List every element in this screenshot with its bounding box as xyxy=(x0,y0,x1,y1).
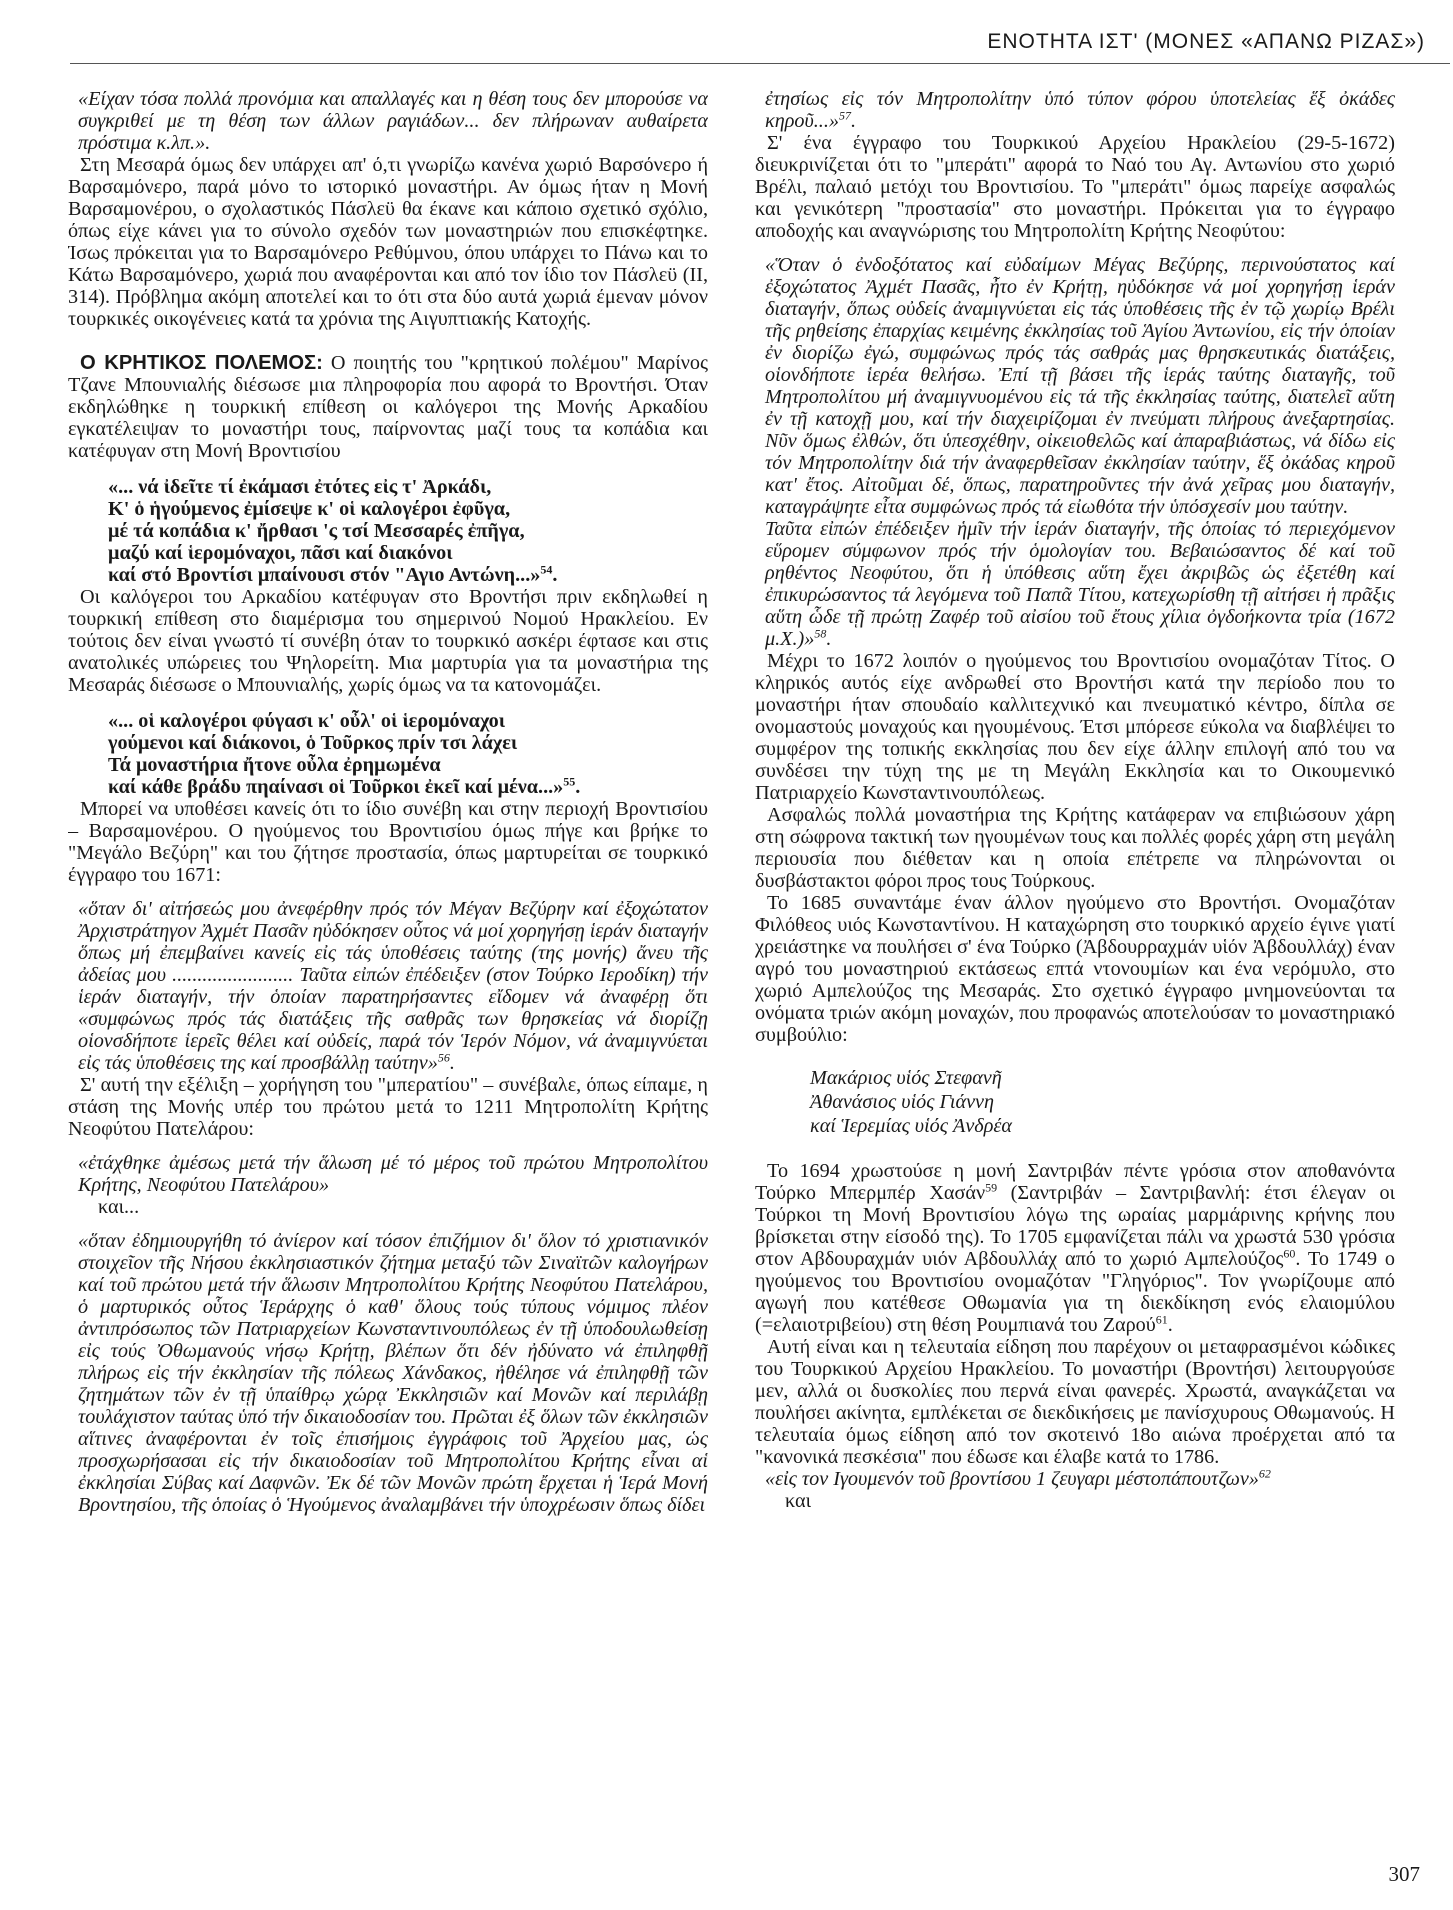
header-rule xyxy=(70,63,1450,64)
footnote-ref: 56 xyxy=(437,1050,450,1065)
paragraph-last-news: Αυτή είναι και η τελευταία είδηση που παρέχουν οι μεταφρασμένοι κώδικες του Τουρκικού Αρχείου Ηρακλείου. Το μοναστήρι (Βροντήσι) λειτουργούσε μεν, αλλά οι δυσκολίες που περνά είναι φανερές. Χρωστά, αναγκάζεται να πουλήσει ακίνητα, εμπλέκεται σε διεκδικήσεις με πανίσχυρους Οθωμανούς. Η τελευταία όμως είδηση από τον σκοτεινό 18ο αιώνα προέρχεται από τα "κανονικά πεσκέσια" που έδωσε και έλαβε κατά το 1786. xyxy=(755,1336,1395,1468)
verse-line: «... νά ἰδεῖτε τί ἐκάμασι ἐτότες εἰς τ' Ἀρκάδι, xyxy=(108,476,492,498)
verse-quote-1 xyxy=(108,476,708,586)
verse-line: γούμενοι καί διάκονοι, ὁ Τοῦρκος πρίν τσι λάχει xyxy=(108,732,518,754)
paragraph-turkish-archive: Σ' ένα έγγραφο του Τουρκικού Αρχείου Ηρακλείου (29-5-1672) διευκρινίζεται ότι το "μπεράτι" αφορά το Ναό του Αγ. Αντωνίου στο χωριό Βρέλι, παλαιό μετόχι του Βροντισίου. Το "μπεράτι" όμως παρείχε ασφαλώς και γενικότερη "προστασία" στο μοναστήρι. Πρόκειται για το έγγραφο αποδοχής και αναγνώρισης του Μητροπολίτη Κρήτης Νεοφύτου: xyxy=(755,132,1395,242)
verse-line-text: καί κάθε βράδυ πηαίνασι οἱ Τοῦρκοι ἐκεῖ καί μένα...» xyxy=(108,776,564,798)
quote-sinaites: «ὅταν ἐδημιουργήθη τό ἀνίερον καί τόσον ἐπιζήμιον δι' ὅλον τό χριστιανικόν στοιχεῖον τῆς Νήσου ἐκκλησιαστικόν ζήτημα μεταξύ τῶν Σιναϊτῶν καλογήρων καί τοῦ πρώτου μετά τήν ἅλωσιν Μητροπολίτου Κρήτης Νεοφύτου Πατελάρου, ὁ μαρτυρικός οὗτος Ἱεράρχης ὁ καθ' ὅλους τούς τύπους νόμιμος πλέον ἀντιπρόσωπος τῶν Πατριαρχείων Κωνσταντινουπόλεως ἐν τῇ ὑποδουλωθείσῃ εἰς τούς Ὀθωμανούς νήσῳ Κρήτῃ, βλέπων ὅτι δέν ἠδύνατο νά ἐπιληφθῇ πλήρως εἰς τήν ἐκκλησίαν τῆς πόλεως Χάνδακος, ἠθέλησε νά ἐπιληφθῇ τῶν ζητημάτων τῶν ἐν τῇ ὑπαίθρῳ χώρᾳ Ἐκκλησιῶν καί Μονῶν καί περιλάβῃ τουλάχιστον ταύτας ὑπό τήν δικαιοδοσίαν του. Πρῶται ἐξ ὅλων τῶν ἐκκλησιῶν αἵτινες ἀναφέρονται ἐν τοῖς ἐπισήμοις ἐγγράφοις τοῦ Ἀρχείου μας, ὡς προσχωρήσασαι εἰς τήν δικαιοδοσίαν τοῦ Μητροπολίτου Κρήτης εἶναι αἱ ἐκκλησίαι Σύβας καί Δαφνῶν. Ἐκ δέ τῶν Μονῶν πρώτη ἔρχεται ἡ Ἱερά Μονή Βροντησίου, τῆς ὁποίας ὁ Ἡγούμενος ἀναλαμβάνει τήν ὑποχρέωσιν ὅπως δίδει xyxy=(78,1230,708,1516)
continuation-kai: και... xyxy=(98,1196,140,1218)
footnote-ref: 55 xyxy=(563,774,576,789)
monks-list xyxy=(755,1066,1395,1138)
verse-line: μέ τά κοπάδια κ' ἤρθασι 'ς τσί Μεσσαρές ἐπῆγα, xyxy=(108,520,525,542)
paragraph-survival: Ασφαλώς πολλά μοναστήρια της Κρήτης κατάφεραν να επιβιώσουν χάρη στη σώφρονα τακτική των ηγουμένων τους και πολλές φορές χάρη στη μεγάλη περιουσία που διέθεταν και η οποία επέτρεπε να πληρώνονται οι δυσβάστακτοι φόροι προς τους Τούρκους. xyxy=(755,804,1395,892)
section-heading: Ο ΚΡΗΤΙΚΟΣ ΠΟΛΕΜΟΣ: xyxy=(80,352,323,374)
paragraph-santrivan xyxy=(755,1160,1395,1336)
footnote-ref: 54 xyxy=(540,562,553,577)
monk-name: Ἀθανάσιος υἱός Γιάννη xyxy=(810,1091,995,1113)
quote-ahmet-pasha: «Ὅταν ὁ ἐνδοξότατος καί εὐδαίμων Μέγας Βεζύρης, περινούστατος καί ἐξοχώτατος Ἀχμέτ Πασᾶς, ἦτο ἐν Κρήτῃ, ηὐδόκησε νά μοί χορηγήσῃ ἱεράν διαταγήν, ὅπως οὐδείς ἀναμιγνύεται εἰς τάς ὑποθέσεις τῆς ἐν τῷ χωρίῳ Βρέλι τῆς ρηθείσης ἐπαρχίας κειμένης ἐκκλησίας τοῦ Ἁγίου Ἀντωνίου, εἰς τήν ὁποίαν ἐν διορίζω ἐγώ, συμφώνως πρός τάς σαθράς μας θρησκευτικάς διατάξεις, οἱονδήποτε ἱερέα θελήσω. Ἐπί τῇ βάσει τῆς ἱεράς ταύτης διαταγῆς, τοῦ Μητροπολίτου μή ἀναμιγνυομένου εἰς τά τῆς ἐκκλησίας ταύτης, διατελεῖ αὕτη ἐν τῇ κατοχῇ μου, καί τήν διαχειρίζομαι ἐν πνεύματι πλήρους ἀνεξαρτησίας. Νῦν ὅμως ἐλθών, ὅτι ὑπεσχέθην, οἰκειοθελῶς καί ἀπαραβιάστως, νά δίδω εἰς τόν Μητροπολίτην διά τήν ἀναφερθεῖσαν ἐκκλησίαν ταύτην, ἕξ ὀκάδας κηροῦ κατ' ἔτος. Αἰτοῦμαι δέ, ὅπως, παρατηροῦντες τήν ἀνά χεῖρας μου διαταγήν, καταγράψητε εἶτα συμφώνως πρός τά εἰωθότα τήν ὑπόσχεσίν μου ταύτην. xyxy=(765,254,1395,518)
quote-sacred-order: «ὅταν δι' αἰτήσεώς μου ἀνεφέρθην πρός τόν Μέγαν Βεζύρην καί ἐξοχώτατον Ἀρχιστράτηγον Ἀχμέτ Πασᾶν ηὐδόκησεν οὗτος νά μοί χορηγήσῃ ἱεράν διαταγήν ὅπως μή ἐπεμβαίνει κανείς εἰς τάς ὑποθέσεις ταύτης (της μονής) ἄνευ τῆς ἀδείας μου ........................ Ταῦτα εἰπών ἐπέδειξεν (στον Τούρκο Ιεροδίκη) τήν ἱεράν διαταγήν, τήν ὁποίαν παρατηρήσαντες εἴδομεν νά ἀναφέρῃ ὅτι «συμφώνως πρός τάς διατάξεις τῆς σαθρᾶς των θρησκείας νά διορίζῃ οἱονσδήποτε ἱερεῖς θέλει καί οὐδείς, παρά τόν Ἱερόν Νόμον, νά ἀναμιγνύεται εἰς τάς ὑποθέσεις της καί προσβάλλῃ ταύτην»$^{56}$. xyxy=(78,898,708,1074)
paragraph-cretan-war xyxy=(68,352,708,462)
quote-privileges: «Είχαν τόσα πολλά προνόμια και απαλλαγές και η θέση τους δεν μπορούσε να συγκριθεί με τη θέση των άλλων ραγιάδων... δεν πλήρωναν αυθαίρετα πρόστιμα κ.λπ.». xyxy=(78,88,708,154)
footnote-ref: 60 xyxy=(1283,1246,1296,1261)
right-column xyxy=(755,88,1395,1858)
monk-name: Μακάριος υἱός Στεφανῆ xyxy=(810,1067,1002,1089)
verse-line: «... οἱ καλογέροι φύγασι κ' οὖλ' οἱ ἱερομόναχοι xyxy=(108,710,506,732)
text-run: (Σαντριβάν – Σαντριβανλή: έτσι έλεγαν οι Τούρκοι τη Μονή Βροντισίου λόγω της ωραίας μαρμάρινης κρήνης που βρίσκεται στην είσοδό της). Το 1705 εμφανίζεται πάλι να χρωστά 530 γρόσια στον Αβδουραχμάν υιόν Αβδουλλάχ από το χωριό Αμπελούζος xyxy=(755,1182,1395,1270)
footnote-ref: 59 xyxy=(985,1180,998,1195)
paragraph-arkadi-monks: Οι καλόγεροι του Αρκαδίου κατέφυγαν στο Βροντήσι πριν εκδηλωθεί η τουρκική επίθεση στο διαμέρισμα του σημερινού Νομού Ηρακλείου. Εν τούτοις δεν είναι γνωστό τί συνέβη όταν το τουρκικό ασκέρι έφτασε και στις ανατολικές υπώρειες του Ψηλορείτη. Μια μαρτυρία για τα μοναστήρια της Μεσαράς διέσωσε ο Μπουνιαλής, χωρίς όμως να τα κατονομάζει. xyxy=(68,586,708,696)
paragraph-titos: Μέχρι το 1672 λοιπόν ο ηγούμενος του Βροντισίου ονομαζόταν Τίτος. Ο κληρικός αυτός είχε ανδρωθεί στο Βροντήσι κατά την περίοδο που το μοναστήρι ήταν σπουδαίο καλλιτεχνικό και πνευματικό κέντρο, δίπλα σε ονομαστούς μοναχούς και ηγουμένους. Έτσι μπόρεσε εύκολα να διαβλέψει το συμφέρον της τοπικής εκκλησίας που δεν είχε άλλην επιλογή από του να συνδέσει την τύχη της με τη Μεγάλη Εκκλησία και το Οικουμενικό Πατριαρχείο Κωνσταντινουπόλεως. xyxy=(755,650,1395,804)
quote-patelaros: «ἐτάχθηκε ἀμέσως μετά τήν ἅλωση μέ τό μέρος τοῦ πρώτου Μητροπολίτου Κρήτης, Νεοφύτου Πατελάρου» xyxy=(78,1152,708,1196)
page-number: 307 xyxy=(1388,1862,1420,1886)
footnote-ref: 62 xyxy=(1258,1466,1271,1481)
paragraph-berat: Σ' αυτή την εξέλιξη – χορήγηση του "μπερατίου" – συνέβαλε, όπως είπαμε, η στάση της Μονής υπέρ του πρώτου μετά το 1211 Μητροπολίτη Κρήτης Νεοφύτου Πατελάρου: xyxy=(68,1074,708,1140)
text-run: . Το 1749 ο ηγούμενος του Βροντισίου ονομαζόταν "Γληγόριος". Τον γνωρίζουμε από αγωγή που κατέθεσε Οθωμανία για τη διεκδίκηση ενός ελαιομύλου (=ελαιοτριβείου) στη θέση Ρουμπιανά του Ζαρού xyxy=(755,1248,1395,1336)
cretan-war-text: Ο ποιητής του "κρητικού πολέμου" Μαρίνος Τζανε Μπουνιαλής διέσωσε μια πληροφορία που αφορά το Βροντήσι. Όταν εκδηλώθηκε η τουρκική επίθεση οι καλόγεροι της Μονής Αρκαδίου εγκατέλειψαν το μοναστήρι τους, παίρνοντας μαζί τους τα κοπάδια και κατέφυγαν στη Μονή Βροντισίου xyxy=(68,352,708,462)
verse-line: καί κάθε βράδυ πηαίνασι οἱ Τοῦρκοι ἐκεῖ καί μένα...»$^{55}$. xyxy=(108,774,581,798)
monk-name: καί Ἱερεμίας υἱός Ἀνδρέα xyxy=(810,1115,1012,1137)
quote-wax: ἐτησίως εἰς τόν Μητροπολίτην ὑπό τύπον φόρου ὑποτελείας ἕξ ὀκάδες κηροῦ...»$^{57}$. xyxy=(765,88,1395,132)
quote-registration: Ταῦτα εἰπών ἐπέδειξεν ἡμῖν τήν ἱεράν διαταγήν, τῆς ὁποίας τό περιεχόμενον εὕρομεν σύμφωνον πρός τήν ὁμολογίαν του. Βεβαιώσαντος δέ καί τοῦ ρηθέντος Νεοφύτου, ὅτι ἡ ὑπόθεσις αὕτη ἔχει ἀκριβῶς ὡς ἐξετέθη καί ἐπικυρώσαντος τά λεγόμενα τοῦ Παπᾶ Τίτου, κατεχωρίσθη τῇ αἰτήσει ἡ πρᾶξις αὕτη ὧδε τῇ πρώτῃ Ζαφέρ τοῦ αἰσίου τοῦ ἔτους χίλια ὀγδοήκοντα τρία (1672 μ.Χ.)»$^{58}$. xyxy=(765,518,1395,650)
footnote-ref: 57 xyxy=(839,108,851,123)
footnote-ref: 58 xyxy=(814,626,827,641)
paragraph-vizier: Μπορεί να υποθέσει κανείς ότι το ίδιο συνέβη και στην περιοχή Βροντισίου – Βαρσαμονέρου. Ο ηγούμενος του Βροντισίου όμως πήγε και βρήκε το "Μεγάλο Βεζύρη" και του ζήτησε προστασία, όπως μαρτυρείται σε τουρκικό έγγραφο του 1671: xyxy=(68,798,708,886)
verse-line: καί στό Βροντίσι μπαίνουσι στόν "Αγιο Αντώνη...»$^{54}$. xyxy=(108,562,558,586)
quote-peskesia xyxy=(755,1468,1395,1490)
verse-quote-2 xyxy=(108,710,708,798)
quote-text: ἐτησίως εἰς τόν Μητροπολίτην ὑπό τύπον φόρου ὑποτελείας ἕξ ὀκάδες κηροῦ...» xyxy=(765,88,1395,132)
left-column xyxy=(68,88,708,1858)
running-header: ΕΝΟΤΗΤΑ ΙΣΤ' (ΜΟΝΕΣ «ΑΠΑΝΩ ΡΙΖΑΣ») xyxy=(987,30,1425,53)
footnote-ref: 61 xyxy=(1155,1312,1168,1327)
quote-text: Ταῦτα εἰπών ἐπέδειξεν ἡμῖν τήν ἱεράν διαταγήν, τῆς ὁποίας τό περιεχόμενον εὕρομεν σύμφωνον πρός τήν ὁμολογίαν του. Βεβαιώσαντος δέ καί τοῦ ρηθέντος Νεοφύτου, ὅτι ἡ ὑπόθεσις αὕτη ἔχει ἀκριβῶς ὡς ἐξετέθη καί ἐπικυρώσαντος τά λεγόμενα τοῦ Παπᾶ Τίτου, κατεχωρίσθη τῇ αἰτήσει ἡ πρᾶξις αὕτη ὧδε τῇ πρώτῃ Ζαφέρ τοῦ αἰσίου τοῦ ἔτους χίλια ὀγδοήκοντα τρία (1672 μ.Χ.)» xyxy=(765,518,1395,650)
quote-text: «ὅταν δι' αἰτήσεώς μου ἀνεφέρθην πρός τόν Μέγαν Βεζύρην καί ἐξοχώτατον Ἀρχιστράτηγον Ἀχμέτ Πασᾶν ηὐδόκησεν οὗτος νά μοί χορηγήσῃ ἱεράν διαταγήν ὅπως μή ἐπεμβαίνει κανείς εἰς τάς ὑποθέσεις ταύτης (της μονής) ἄνευ τῆς ἀδείας μου ........................ Ταῦτα εἰπών ἐπέδειξεν (στον Τούρκο Ιεροδίκη) τήν ἱεράν διαταγήν, τήν ὁποίαν παρατηρήσαντες εἴδομεν νά ἀναφέρῃ ὅτι «συμφώνως πρός τάς διατάξεις τῆς σαθρᾶς των θρησκείας νά διορίζῃ οἱονσδήποτε ἱερεῖς θέλει καί οὐδείς, παρά τόν Ἱερόν Νόμον, νά ἀναμιγνύεται εἰς τάς ὑποθέσεις της καί προσβάλλῃ ταύτην» xyxy=(78,898,708,1074)
verse-line: Τά μοναστήρια ἤτονε οὖλα ἐρημωμένα xyxy=(108,754,441,776)
quote-text: «εἰς τον Ιγουμενόν τοῦ βροντίσου 1 ζευγαρι μέστοπάπουτζων» xyxy=(765,1468,1259,1490)
text-run: Το 1694 χρωστούσε η μονή Σαντριβάν πέντε γρόσια στον αποθανόντα Τούρκο Μπερμπέρ Χασάν xyxy=(755,1160,1395,1204)
paragraph-varsamonero: Στη Μεσαρά όμως δεν υπάρχει απ' ό,τι γνωρίζω κανένα χωριό Βαρσόνερο ή Βαρσαμόνερο, παρά μόνο το ιστορικό μοναστήρι. Αν όμως ήταν η Μονή Βαρσαμονέρου, ο σχολαστικός Πάσλεϋ θα έκανε και κάποιο σχετικό σχόλιο, όπως είχε κάνει για το σύνολο σχεδόν των μοναστηριών που επισκέφτηκε. Ίσως πρόκειται για το Βαρσαμόνερο Ρεθύμνου, όπου υπάρχει το Πάνω και το Κάτω Βαρσαμόνερο, χωριά που αναφέρονται και από τον ίδιο τον Πάσλεϋ (ΙΙ, 314). Πρόβλημα ακόμη αποτελεί και το ότι στα δύο αυτά χωριά έμεναν μόνον τουρκικές οικογένειες κατά τα χρόνια της Αιγυπτιακής Κατοχής. xyxy=(68,154,708,330)
paragraph-filotheos: Το 1685 συναντάμε έναν άλλον ηγούμενο στο Βροντήσι. Ονομαζόταν Φιλόθεος υιός Κωνσταντίνου. Η καταχώρηση στο τουρκικό αρχείο έγινε γιατί χρειάστηκε να πουλήσει σ' ένα Τούρκο (Ἀβδουρραχμάν υἱόν Ἀβδουλλάχ) έναν αγρό του μοναστηριού εκτάσεως επτά ντονουμίων και ένα νερόμυλο, στο χωριό Αμπελούζος της Μεσαράς. Στο σχετικό έγγραφο μνημονεύονται τα ονόματα τριών ακόμη μοναχών, που προφανώς αποτελούσαν το μοναστηριακό συμβούλιο: xyxy=(755,892,1395,1046)
verse-line: μαζύ καί ἱερομόναχοι, πᾶσι καί διακόνοι xyxy=(108,542,453,564)
verse-line: Κ' ὁ ἡγούμενος ἐμίσεψε κ' οἱ καλογέροι ἐφῦγα, xyxy=(108,498,511,520)
verse-line-text: καί στό Βροντίσι μπαίνουσι στόν "Αγιο Αντώνη...» xyxy=(108,564,541,586)
continuation-kai: και xyxy=(785,1490,812,1512)
text-run: . xyxy=(1167,1314,1173,1336)
